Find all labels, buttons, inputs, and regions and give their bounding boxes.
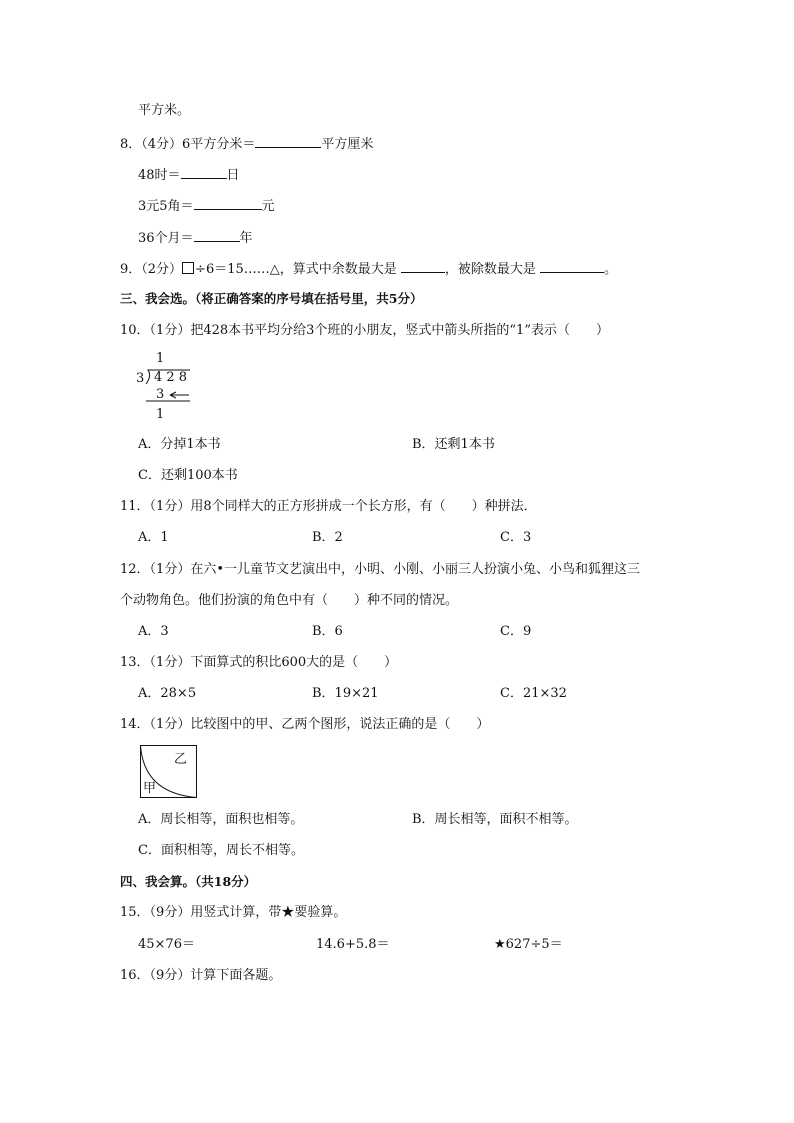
q11-option-c[interactable]: C．3 [500,530,532,545]
square-box-icon [182,262,194,274]
q9-remainder-blank[interactable] [401,259,445,273]
q9-end: 。 [604,262,618,277]
q12-question-line2: 个动物角色。他们扮演的角色中有（ ）种不同的情况。 [120,593,459,608]
q12-option-b[interactable]: B．6 [312,624,343,639]
q8-a-unit: 平方厘米 [321,137,374,152]
division-divisor: 3 [136,371,145,386]
q15-question: 15．（9分）用竖式计算，带★要验算。 [120,905,347,920]
q11-option-a[interactable]: A．1 [138,530,169,545]
long-division-figure [134,350,204,426]
q13-question: 13．（1分）下面算式的积比600大的是（ ） [120,655,398,670]
q8-c-unit: 元 [261,199,275,214]
section-4-heading: 四、我会算。（共18分） [120,874,257,889]
division-quotient: 1 [156,351,165,366]
q8-line-b [138,165,240,185]
q9-text-b: ，被除数最大是 [444,262,541,277]
q11-question: 11．（1分）用8个同样大的正方形拼成一个长方形，有（ ）种拼法． [120,499,537,514]
q13-option-c[interactable]: C．21×32 [500,686,567,701]
q8-line-a [120,134,373,154]
q14-option-b[interactable]: B．周长相等，面积不相等。 [412,812,578,827]
q8-b-unit: 日 [226,168,240,183]
division-remainder: 1 [156,407,165,422]
q10-option-b[interactable]: B．还剩1本书 [412,437,495,452]
q9-dividend-blank[interactable] [540,259,604,273]
label-yi: 乙 [174,752,188,767]
q10-option-c[interactable]: C．还剩100本书 [138,468,238,483]
q7-tail-text: 平方米。 [138,103,191,118]
q13-option-a[interactable]: A．28×5 [138,686,197,701]
q8-c-blank[interactable] [194,196,262,210]
q12-option-a[interactable]: A．3 [138,624,169,639]
q9-prefix: 9．（2分） [120,262,183,277]
q14-option-c[interactable]: C．面积相等，周长不相等。 [138,843,304,858]
q8-a-blank[interactable] [255,134,321,148]
division-product: 3 [156,387,165,402]
q8-line-d [138,228,253,248]
q15-item-3: ★627÷5＝ [494,937,563,952]
q16-question: 16．（9分）计算下面各题。 [120,968,282,983]
q12-question-line1: 12．（1分）在六•一儿童节文艺演出中，小明、小刚、小丽三人扮演小兔、小鸟和狐狸这三 [120,562,640,577]
shape-comparison-figure [140,745,198,799]
q10-question: 10．（1分）把428本书平均分给3个班的小朋友，竖式中箭头所指的“1”表示（ ） [120,323,609,338]
label-jia: 甲 [143,781,157,796]
q8-a-text: 8．（4分）6平方分米＝ [120,137,256,152]
q9-line [120,259,617,279]
section-3-heading: 三、我会选。（将正确答案的序号填在括号里，共5分） [120,291,423,306]
q11-option-b[interactable]: B．2 [312,530,343,545]
q14-option-a[interactable]: A．周长相等，面积也相等。 [138,812,304,827]
q8-d-text: 36个月＝ [138,231,194,246]
q10-option-a[interactable]: A．分掉1本书 [138,437,221,452]
q15-item-1: 45×76＝ [138,937,195,952]
q9-text-a: ÷6＝15……△，算式中余数最大是 [195,262,401,277]
q8-b-text: 48时＝ [138,168,181,183]
q12-option-c[interactable]: C．9 [500,624,532,639]
q15-item-2: 14.6+5.8＝ [316,937,390,952]
long-division-lines [134,350,204,426]
q8-d-unit: 年 [239,231,253,246]
q8-d-blank[interactable] [194,228,240,242]
q8-line-c [138,196,275,216]
q14-question: 14．（1分）比较图中的甲、乙两个图形，说法正确的是（ ） [120,717,490,732]
q8-b-blank[interactable] [181,165,227,179]
division-dividend: 4 2 8 [154,370,188,385]
q13-option-b[interactable]: B．19×21 [312,686,379,701]
q8-c-text: 3元5角＝ [138,199,194,214]
